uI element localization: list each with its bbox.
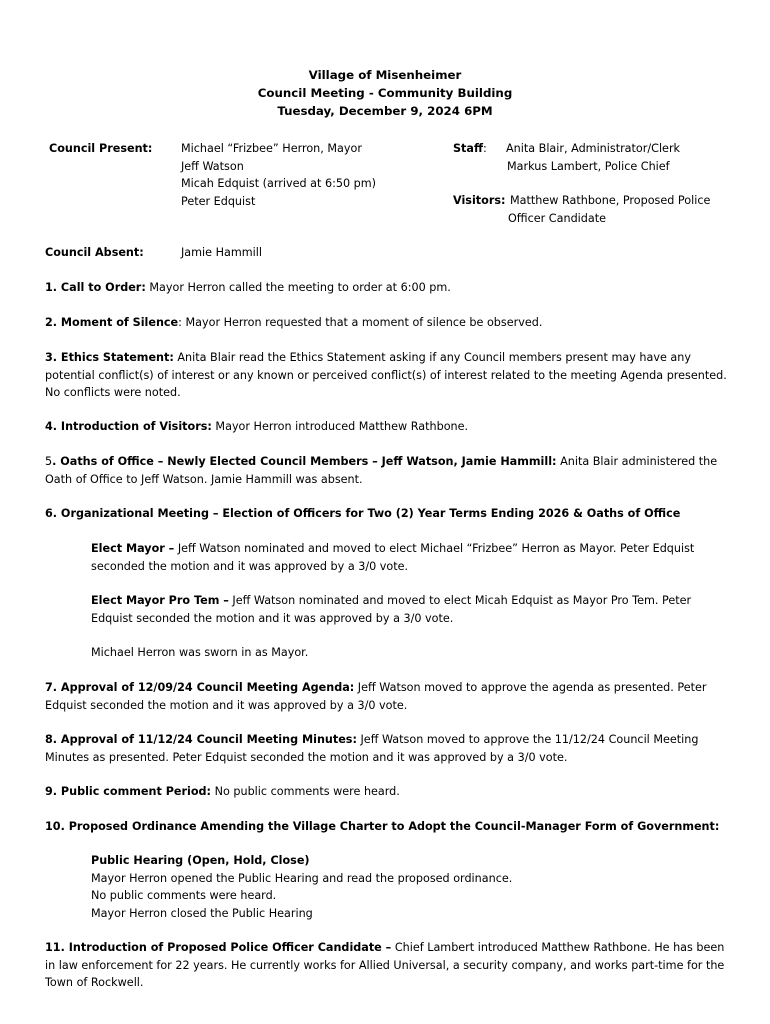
item-public-comment	[45, 783, 727, 801]
staff-label-wrap	[453, 140, 487, 158]
item-call-to-order	[45, 279, 727, 297]
staff-item: Markus Lambert, Police Chief	[507, 159, 670, 173]
item-body: No public comments were heard.	[211, 785, 400, 798]
visitors-list	[510, 192, 710, 227]
public-hearing-block	[91, 852, 711, 922]
item-organizational-meeting: 6. Organizational Meeting – Election of Officers for Two (2) Year Terms Ending 2026 & Oaths of Office	[45, 507, 681, 520]
item-oaths-of-office	[45, 453, 727, 488]
council-absent-name: Jamie Hammill	[181, 246, 262, 259]
item-heading: 1. Call to Order:	[45, 281, 146, 294]
council-present-list	[181, 140, 376, 210]
staff-colon: :	[483, 142, 487, 155]
sub-heading: Elect Mayor –	[91, 542, 175, 555]
item-heading: 7. Approval of 12/09/24 Council Meeting Agenda:	[45, 681, 355, 694]
staff-list	[506, 140, 680, 175]
council-present-item: Michael “Frizbee” Herron, Mayor	[181, 142, 362, 155]
item-heading: 11. Introduction of Proposed Police Officer Candidate –	[45, 941, 392, 954]
item-heading: . Oaths of Office – Newly Elected Council Members – Jeff Watson, Jamie Hammill:	[52, 455, 557, 468]
document-header	[0, 66, 770, 120]
header-village: Village of Misenheimer	[308, 68, 462, 82]
council-present-item: Peter Edquist	[181, 194, 256, 208]
sub-body: Jeff Watson nominated and moved to elect Micah Edquist as Mayor Pro Tem. Peter Edquist seconded the motion and it was approved by a 3/0 vote.	[91, 594, 692, 625]
item-body: : Mayor Herron requested that a moment of silence be observed.	[178, 316, 543, 329]
item-approval-agenda	[45, 679, 727, 714]
public-hearing-line: Mayor Herron opened the Public Hearing and read the proposed ordinance.	[91, 871, 513, 885]
council-absent-label: Council Absent:	[45, 246, 144, 259]
item-number: 5	[45, 455, 53, 468]
staff-label: Staff	[453, 142, 484, 155]
item-heading: 2. Moment of Silence	[45, 316, 179, 329]
visitors-item: Matthew Rathbone, Proposed Police	[510, 194, 711, 207]
sub-heading: Elect Mayor Pro Tem –	[91, 594, 229, 607]
item-heading: 8. Approval of 11/12/24 Council Meeting Minutes:	[45, 733, 357, 746]
public-hearing-heading: Public Hearing (Open, Hold, Close)	[91, 854, 310, 867]
item-body: Mayor Herron called the meeting to order at 6:00 pm.	[145, 281, 451, 294]
item-proposed-ordinance: 10. Proposed Ordinance Amending the Village Charter to Adopt the Council-Manager Form of Government:	[45, 820, 720, 833]
item-police-candidate	[45, 939, 727, 992]
public-hearing-line: No public comments were heard.	[91, 889, 277, 902]
visitors-label: Visitors:	[453, 194, 506, 207]
item-body: Anita Blair administered the Oath of Office to Jeff Watson. Jamie Hammill was absent.	[45, 455, 718, 486]
elect-mayor-pro-tem	[91, 592, 711, 627]
header-date: Tuesday, December 9, 2024 6PM	[277, 104, 493, 118]
item-heading: 4. Introduction of Visitors:	[45, 420, 212, 433]
public-hearing-line: Mayor Herron closed the Public Hearing	[91, 906, 313, 920]
staff-item: Anita Blair, Administrator/Clerk	[506, 142, 681, 155]
council-present-item: Micah Edquist (arrived at 6:50 pm)	[181, 177, 376, 190]
item-body: Chief Lambert introduced Matthew Rathbone. He has been in law enforcement for 22 years. He currently works for Allied Universal, a security company, and works part-time for the Town of Rockwell.	[45, 941, 725, 989]
header-meeting: Council Meeting - Community Building	[257, 86, 513, 100]
item-body: Jeff Watson moved to approve the 11/12/24 Council Meeting Minutes as presented. Peter Edquist seconded the motion and it was approved by a 3/0 vote.	[45, 733, 699, 764]
item-body: Mayor Herron introduced Matthew Rathbone.	[211, 420, 469, 433]
elect-mayor	[91, 540, 711, 575]
item-approval-minutes	[45, 731, 727, 766]
item-heading: 9. Public comment Period:	[45, 785, 212, 798]
item-ethics-statement	[45, 349, 727, 402]
item-introduction-of-visitors	[45, 418, 727, 436]
council-present-label: Council Present:	[49, 142, 153, 155]
item-heading: 3. Ethics Statement:	[45, 351, 174, 364]
item-body: Anita Blair read the Ethics Statement asking if any Council members present may have any potential conflict(s) of interest or any known or perceived conflict(s) of interest related to the meeting Agenda presented. No conflicts were noted.	[45, 351, 727, 399]
sworn-in-note: Michael Herron was sworn in as Mayor.	[91, 646, 309, 659]
item-body: Jeff Watson moved to approve the agenda as presented. Peter Edquist seconded the motion and it was approved by a 3/0 vote.	[45, 681, 707, 712]
sub-body: Jeff Watson nominated and moved to elect Michael “Frizbee” Herron as Mayor. Peter Edquist seconded the motion and it was approved by a 3/0 vote.	[91, 542, 695, 573]
council-present-item: Jeff Watson	[181, 159, 244, 173]
visitors-item: Officer Candidate	[508, 211, 607, 225]
item-moment-of-silence	[45, 314, 727, 332]
